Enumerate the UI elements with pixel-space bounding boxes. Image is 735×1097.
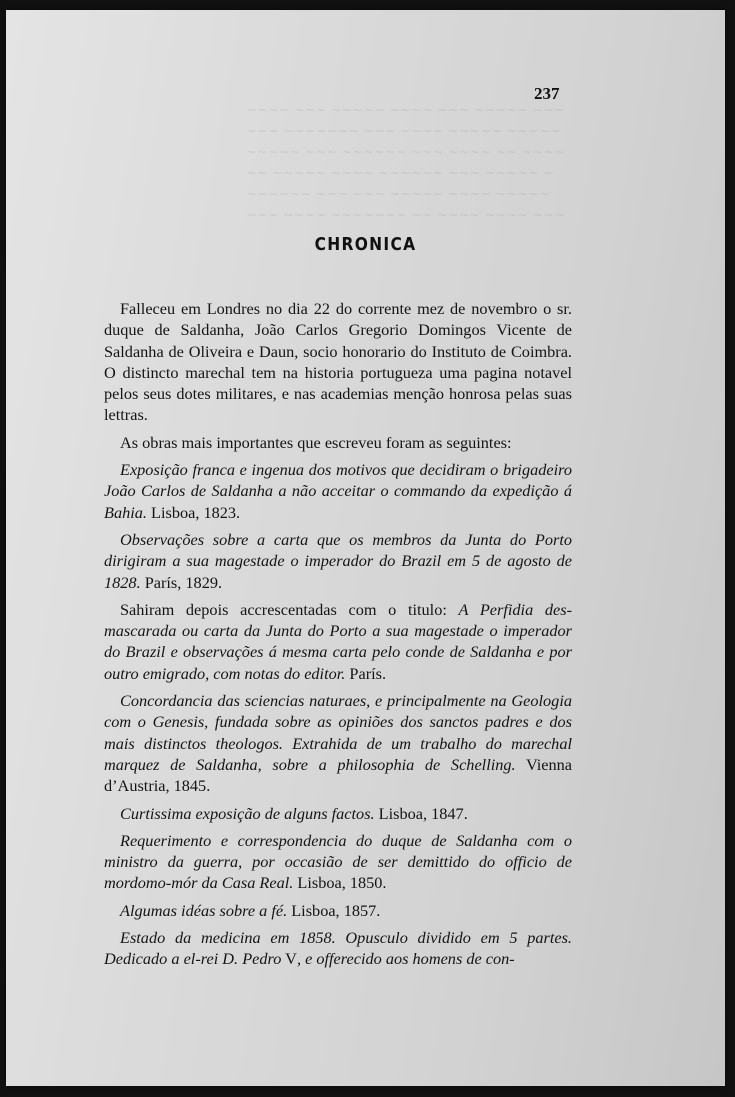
text-run: Falleceu em Londres no dia 22 do corrente mez de novembro o sr. duque de Saldanha, João Carlos Gregorio Domingos Vicente de Saldanha de Oliveira e Daun, socio honorario do Instituto de Coimbra. O distincto marechal tem na historia portugueza uma pagina notavel pelos seus dotes militares, e nas academias menção honrosa pelas suas lettras. [104,299,572,425]
text-run: V [281,949,297,969]
text-run: Sahiram depois accrescentadas com o titulo: [120,599,459,619]
paragraph [104,803,572,824]
italic-text-run: Curtissima exposição de alguns factos. [120,803,375,823]
paragraph [104,298,572,426]
italic-text-run: Observações sobre a carta que os membros da Junta do Porto dirigiram a sua magestade o imperador do Brazil em 5 de agosto de 1828. [104,529,572,592]
paragraph [104,927,572,970]
italic-text-run: Estado da medicina em 1858. Opusculo dividido em 5 partes. Dedicado a el-rei D. Pedro [104,928,572,969]
text-run: Lisboa, 1850. [293,873,387,893]
text-run: Lisboa, 1847. [374,803,468,823]
page-number: 237 [534,84,560,103]
italic-text-run: Algumas idéas sobre a fé. [120,900,288,920]
paragraph [104,599,572,684]
italic-text-run: A Perfidia desmascarada ou carta da Junta do Porto a sua magestade o imperador do Brazil e observações á mesma carta pelo conde de Saldanha e por outro emigrado, com notas do editor. [104,599,572,683]
page-title: CHRONICA [314,234,417,255]
text-run: París, 1829. [140,572,223,592]
bleed-through-text: ~~~~ ~~~ ~~~~~ ~~~~ ~~~ ~~~~~ ~~~ ~~~ ~~~~~~~ ~~~ ~~~~ ~~~~~ ~~~~~ ~~~~~ ~~~ ~~~~~~ ~~~ ~~~~ ~~ ~~~~ ~~ ~~~~~ ~~~~ ~~~~~~ ~~~ ~~~~~ ~ ~~~~~~ ~~~ ~~~ ~~~~~ ~~~~ ~~~~~ ~~~ ~~~~ ~~~~~~~ ~~ ~~~~ ~~~~ ~~~ [246,103,565,223]
text-run: Lisboa, 1823. [146,502,241,522]
document-page [6,10,725,1086]
italic-text-run: Exposição franca e ingenua dos motivos que decidiram o brigadeiro João Carlos de Saldanha a não acceitar o commando da expedição á Bahia. [104,460,572,522]
paragraph [104,529,572,593]
text-run: París. [345,663,387,683]
paragraph [104,830,572,894]
paragraph [104,432,572,453]
paragraph [104,690,572,796]
text-run: Lisboa, 1857. [287,900,381,920]
italic-text-run: Requerimento e correspondencia do duque de Saldanha com o ministro da guerra, por occasião de ser demittido do officio de mordomo-mór da Casa Real. [104,830,572,893]
paragraph [104,459,572,523]
italic-text-run: , e offerecido aos homens de con- [296,949,515,969]
article-body [104,298,572,970]
text-run: Vienna d’Austria, 1845. [104,754,572,796]
italic-text-run: Concordancia das sciencias naturaes, e principalmente na Geologia com o Genesis, fundada sobre as opiniões dos sanctos padres e dos mais distinctos theologos. Extrahida de um trabalho do marechal marquez de Saldanha, sobre a philosophia de Schelling. [104,691,572,774]
paragraph [104,900,572,921]
text-run: As obras mais importantes que escreveu foram as seguintes: [120,432,512,452]
